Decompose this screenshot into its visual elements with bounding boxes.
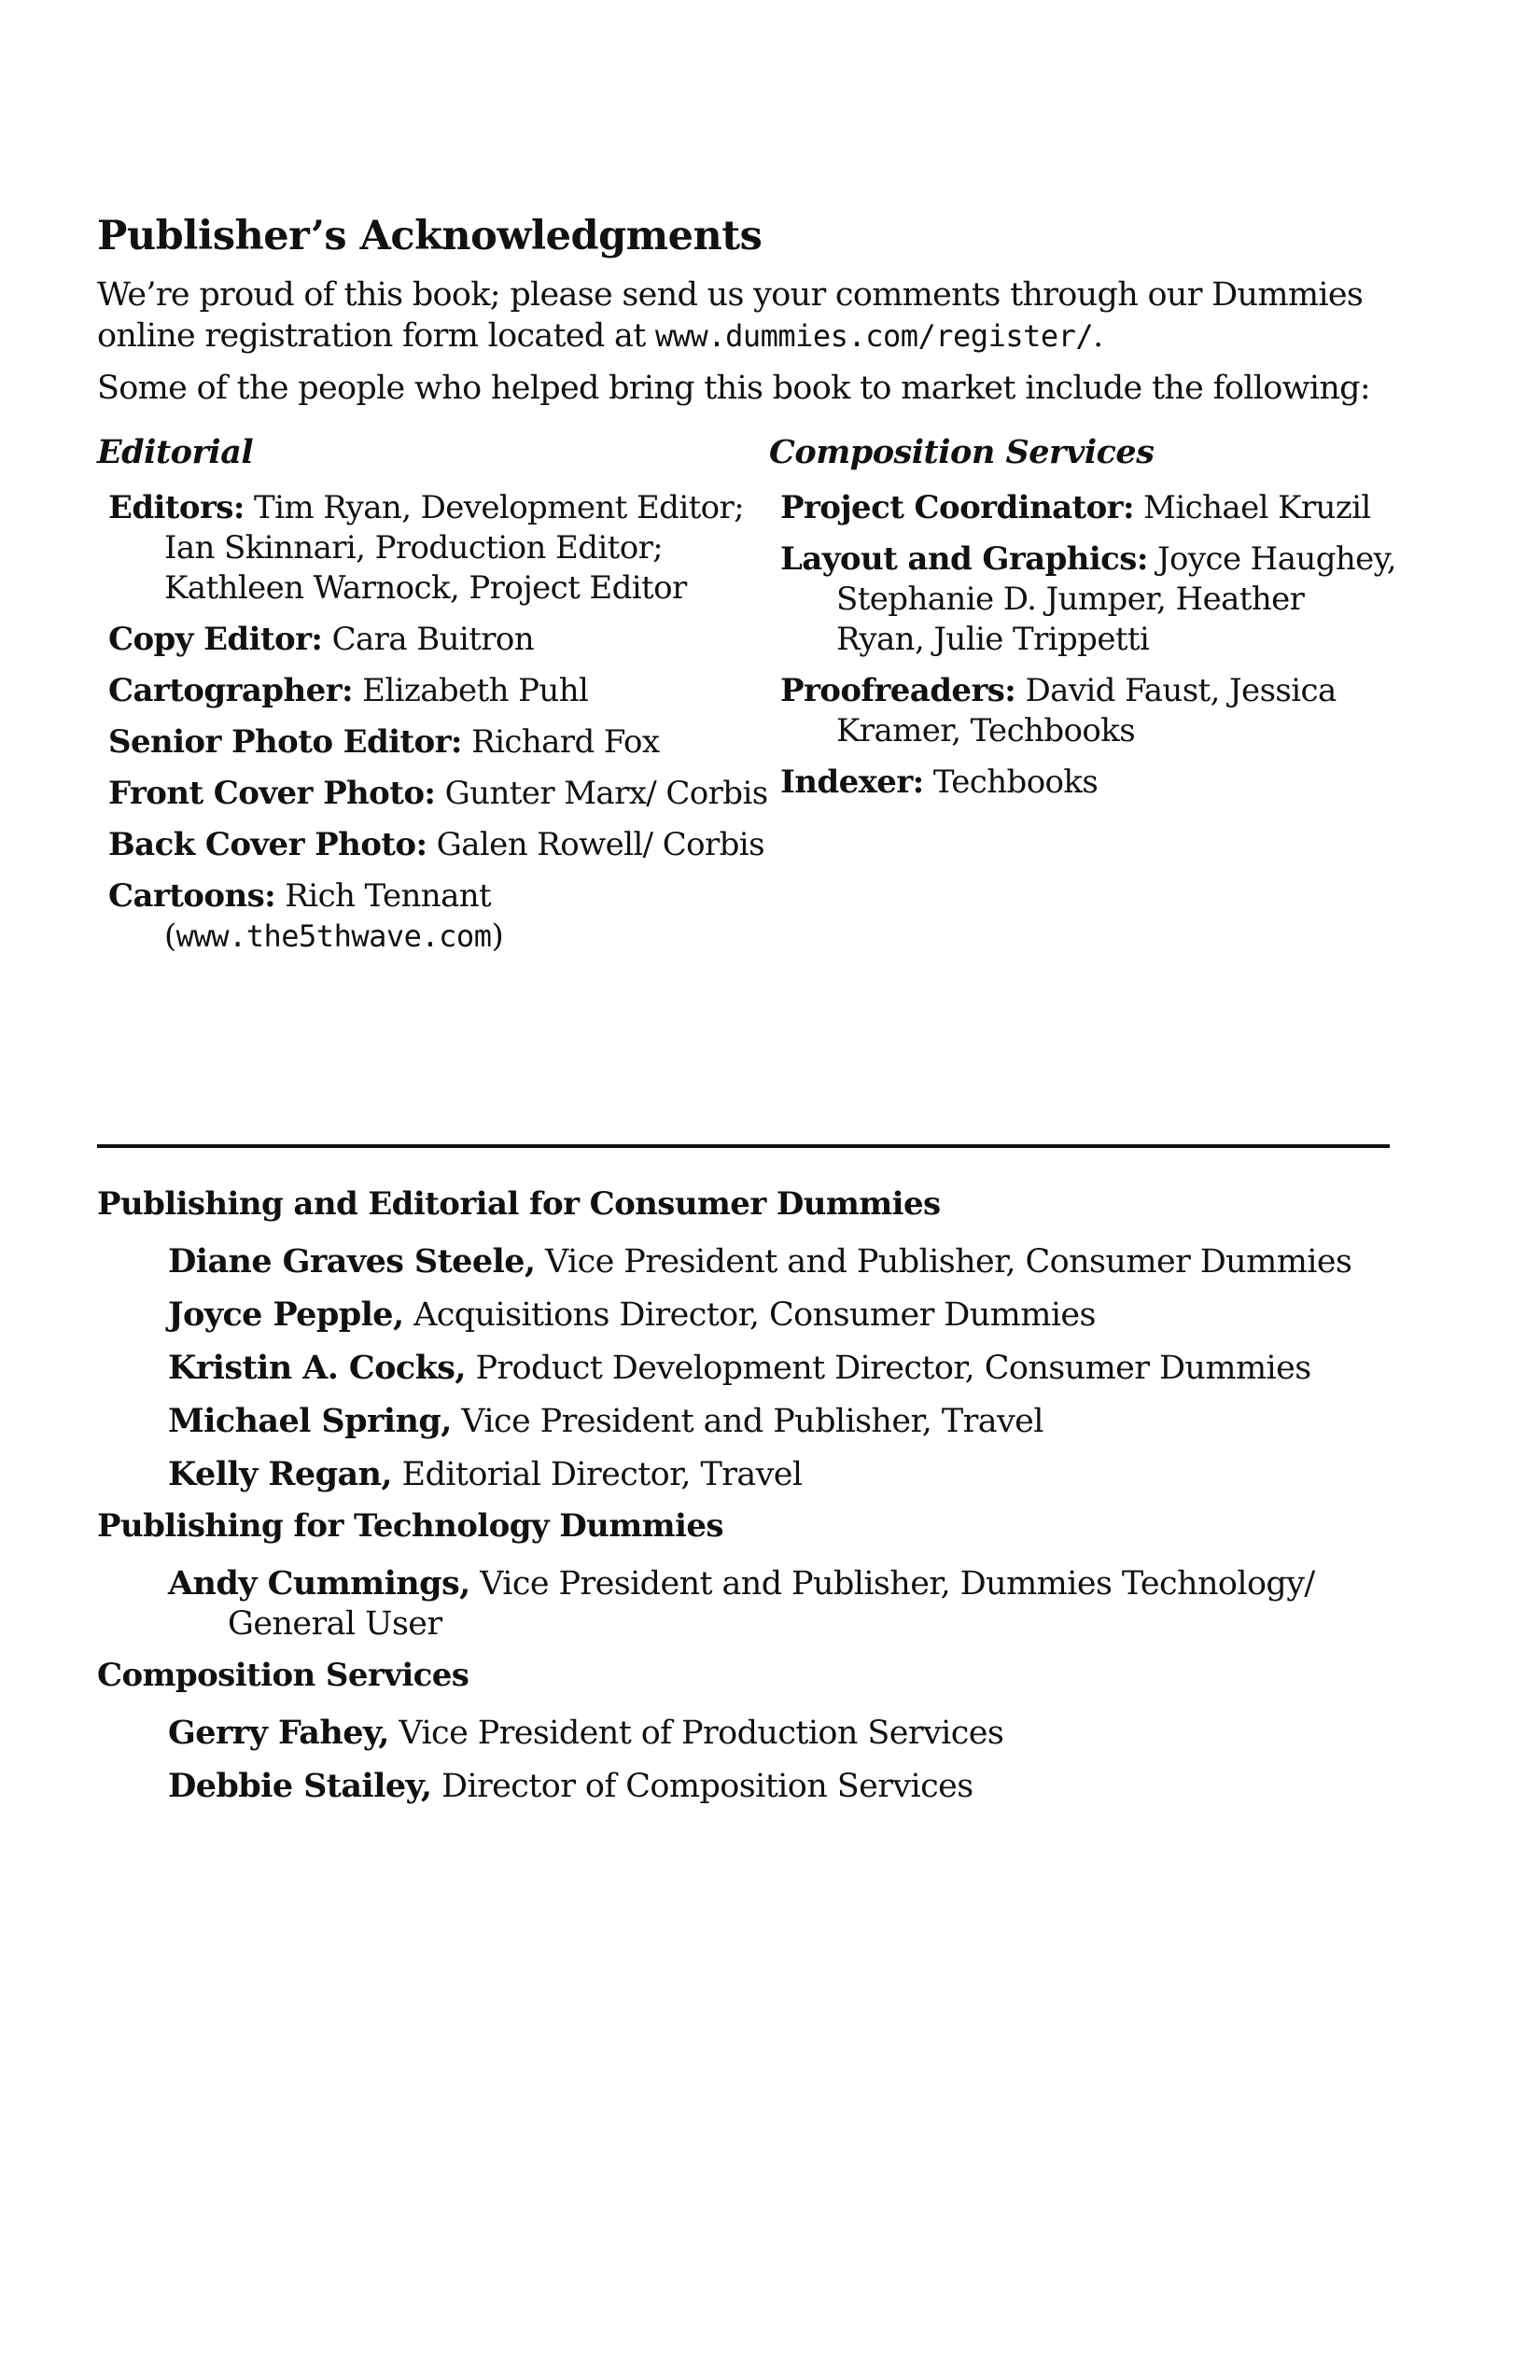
composition-column [769,433,1399,968]
publishing-section [97,1657,1399,1807]
credit-names: Rich Tennant [285,877,492,915]
staff-entry [168,1241,1399,1282]
credit-names: Tim Ryan, Development Editor; Ian Skinnari, Production Editor; Kathleen Warnock, Project Editor [164,489,745,607]
credit-names: Gunter Marx/ Corbis [444,775,768,812]
staff-name: Debbie Stailey, [168,1767,432,1805]
staff-name: Kelly Regan, [168,1455,392,1493]
staff-title: Vice President and Publisher, Consumer Dummies [545,1243,1352,1281]
credit-role: Front Cover Photo: [108,775,436,812]
staff-name: Michael Spring, [168,1402,452,1440]
staff-entry [168,1401,1399,1442]
credit-names: Galen Rowell/ Corbis [436,826,764,863]
staff-title: Product Development Director, Consumer Dummies [475,1350,1311,1387]
credit-role: Back Cover Photo: [108,826,427,863]
credit-role: Senior Photo Editor: [108,723,462,761]
staff-entry [168,1713,1399,1754]
staff-name: Kristin A. Cocks, [168,1349,466,1387]
credit-entry [108,825,769,865]
credit-entry [108,620,769,660]
credit-role: Copy Editor: [108,621,323,658]
credit-names: Elizabeth Puhl [362,672,589,709]
credit-url-open: ( [164,917,176,955]
section-heading: Publishing for Technology Dummies [97,1507,723,1545]
credits-columns [97,433,1399,968]
credit-names: David Faust, Jessica Kramer, Techbooks [836,672,1337,749]
registration-link[interactable]: www.dummies.com/register/ [655,318,1094,354]
intro-period: . [1093,317,1103,355]
credit-entry [108,876,769,957]
section-heading: Publishing and Editorial for Consumer Dummies [97,1185,941,1223]
credit-names: Cara Buitron [331,621,535,658]
staff-title: Vice President and Publisher, Dummies Technology/ General User [228,1565,1315,1643]
composition-credits [769,488,1399,803]
staff-name: Andy Cummings, [168,1564,470,1603]
credit-names: Michael Kruzil [1143,489,1371,526]
staff-title: Vice President and Publisher, Travel [461,1403,1043,1440]
credit-entry [108,722,769,763]
staff-name: Diane Graves Steele, [168,1242,536,1281]
publishing-section [97,1507,1399,1645]
credit-names: Richard Fox [471,723,660,761]
credit-role: Editors: [108,489,245,526]
credit-entry [108,774,769,814]
credit-entry [780,671,1399,751]
credit-names: Techbooks [932,763,1099,801]
publishing-section [97,1185,1399,1495]
staff-title: Director of Composition Services [441,1768,973,1805]
credit-url-link[interactable]: www.the5thwave.com [175,918,492,954]
staff-title: Vice President of Production Services [399,1715,1004,1752]
editorial-column [97,433,769,968]
credit-role: Cartographer: [108,672,353,709]
editorial-credits [97,488,769,957]
staff-title: Editorial Director, Travel [401,1456,803,1493]
credit-entry [780,488,1399,528]
staff-entry [168,1454,1399,1495]
intro-text: We’re proud of this book; please send us your comments through our Dummies online registration form located at [97,276,1364,355]
editorial-heading: Editorial [97,433,254,471]
acknowledgments-page [97,213,1399,968]
section-heading: Composition Services [97,1657,469,1694]
credit-role: Proofreaders: [780,672,1016,709]
credit-role: Layout and Graphics: [780,540,1148,578]
staff-entry [168,1563,1399,1645]
staff-name: Gerry Fahey, [168,1714,389,1752]
credit-role: Project Coordinator: [780,489,1134,526]
staff-name: Joyce Pepple, [168,1295,404,1334]
staff-entry [168,1295,1399,1336]
composition-heading: Composition Services [769,433,1155,471]
staff-entry [168,1348,1399,1389]
credit-role: Indexer: [780,763,924,801]
staff-entry [168,1766,1399,1807]
divider-rule [97,1144,1390,1148]
publishing-sections [97,1185,1399,1819]
page-title: Publisher’s Acknowledgments [97,213,763,259]
credit-entry [780,539,1399,660]
intro-paragraph-2: Some of the people who helped bring this book to market include the following: [97,370,1370,407]
staff-title: Acquisitions Director, Consumer Dummies [413,1296,1096,1334]
credit-role: Cartoons: [108,877,276,915]
credit-entry [108,488,769,609]
credit-entry [780,763,1399,803]
credit-entry [108,671,769,711]
credit-url-close: ) [491,917,504,955]
intro-paragraph [97,274,1399,357]
credit-names: Joyce Haughey, Stephanie D. Jumper, Heather Ryan, Julie Trippetti [836,540,1396,658]
